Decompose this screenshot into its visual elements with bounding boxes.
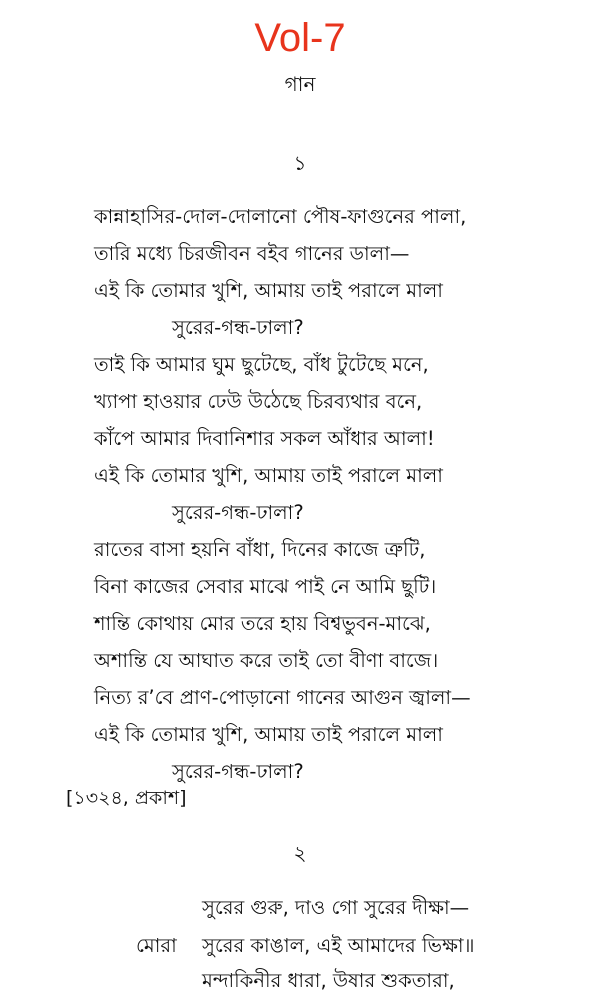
- poem-line: অশান্তি যে আঘাত করে তাই তো বীণা বাজে।: [94, 649, 439, 672]
- poem-line: কান্নাহাসির-দোল-দোলানো পৌষ-ফাগুনের পালা,: [94, 205, 467, 228]
- volume-label: Vol-7: [254, 16, 346, 60]
- poem-line: নিত্য র’বে প্রাণ-পোড়ানো গানের আগুন জ্বালা—: [94, 686, 471, 709]
- poem-line: তারি মধ্যে চিরজীবন বইব গানের ডালা—: [94, 242, 410, 265]
- poem-line: বিনা কাজের সেবার মাঝে পাই নে আমি ছুটি।: [94, 575, 437, 598]
- poem-line: তাই কি আমার ঘুম ছুটেছে, বাঁধ টুটেছে মনে,: [94, 353, 429, 376]
- poem-line: রাতের বাসা হয়নি বাঁধা, দিনের কাজে ত্রুটি,: [94, 538, 426, 561]
- poem-line: মন্দাকিনীর ধারা, উষার শুকতারা,: [202, 969, 455, 992]
- poem-line: এই কি তোমার খুশি, আমায় তাই পরালে মালা: [94, 464, 443, 487]
- poem-line: এই কি তোমার খুশি, আমায় তাই পরালে মালা: [94, 723, 443, 746]
- poem-line: কাঁপে আমার দিবানিশার সকল আঁধার আলা!: [94, 427, 435, 450]
- line-prefix: মোরা: [136, 934, 177, 957]
- poem-line: সুরের গুরু, দাও গো সুরের দীক্ষা—: [202, 896, 470, 919]
- song-number: ২: [293, 841, 307, 865]
- poem-line: এই কি তোমার খুশি, আমায় তাই পরালে মালা: [94, 279, 443, 302]
- poem-line: সুরের-গন্ধ-ঢালা?: [172, 760, 304, 783]
- poem-line: সুরের কাঙাল, এই আমাদের ভিক্ষা॥: [202, 934, 475, 957]
- song-number: ১: [293, 151, 307, 175]
- poem-line: সুরের-গন্ধ-ঢালা?: [172, 316, 304, 339]
- poem-line: শান্তি কোথায় মোর তরে হায় বিশ্বভুবন-মাঝে,: [94, 612, 431, 635]
- poem-line: খ্যাপা হাওয়ার ঢেউ উঠেছে চিরব্যথার বনে,: [94, 390, 423, 413]
- date-footnote: [১৩২৪, প্রকাশ]: [66, 787, 187, 809]
- section-title: গান: [284, 72, 316, 96]
- poem-line: সুরের-গন্ধ-ঢালা?: [172, 501, 304, 524]
